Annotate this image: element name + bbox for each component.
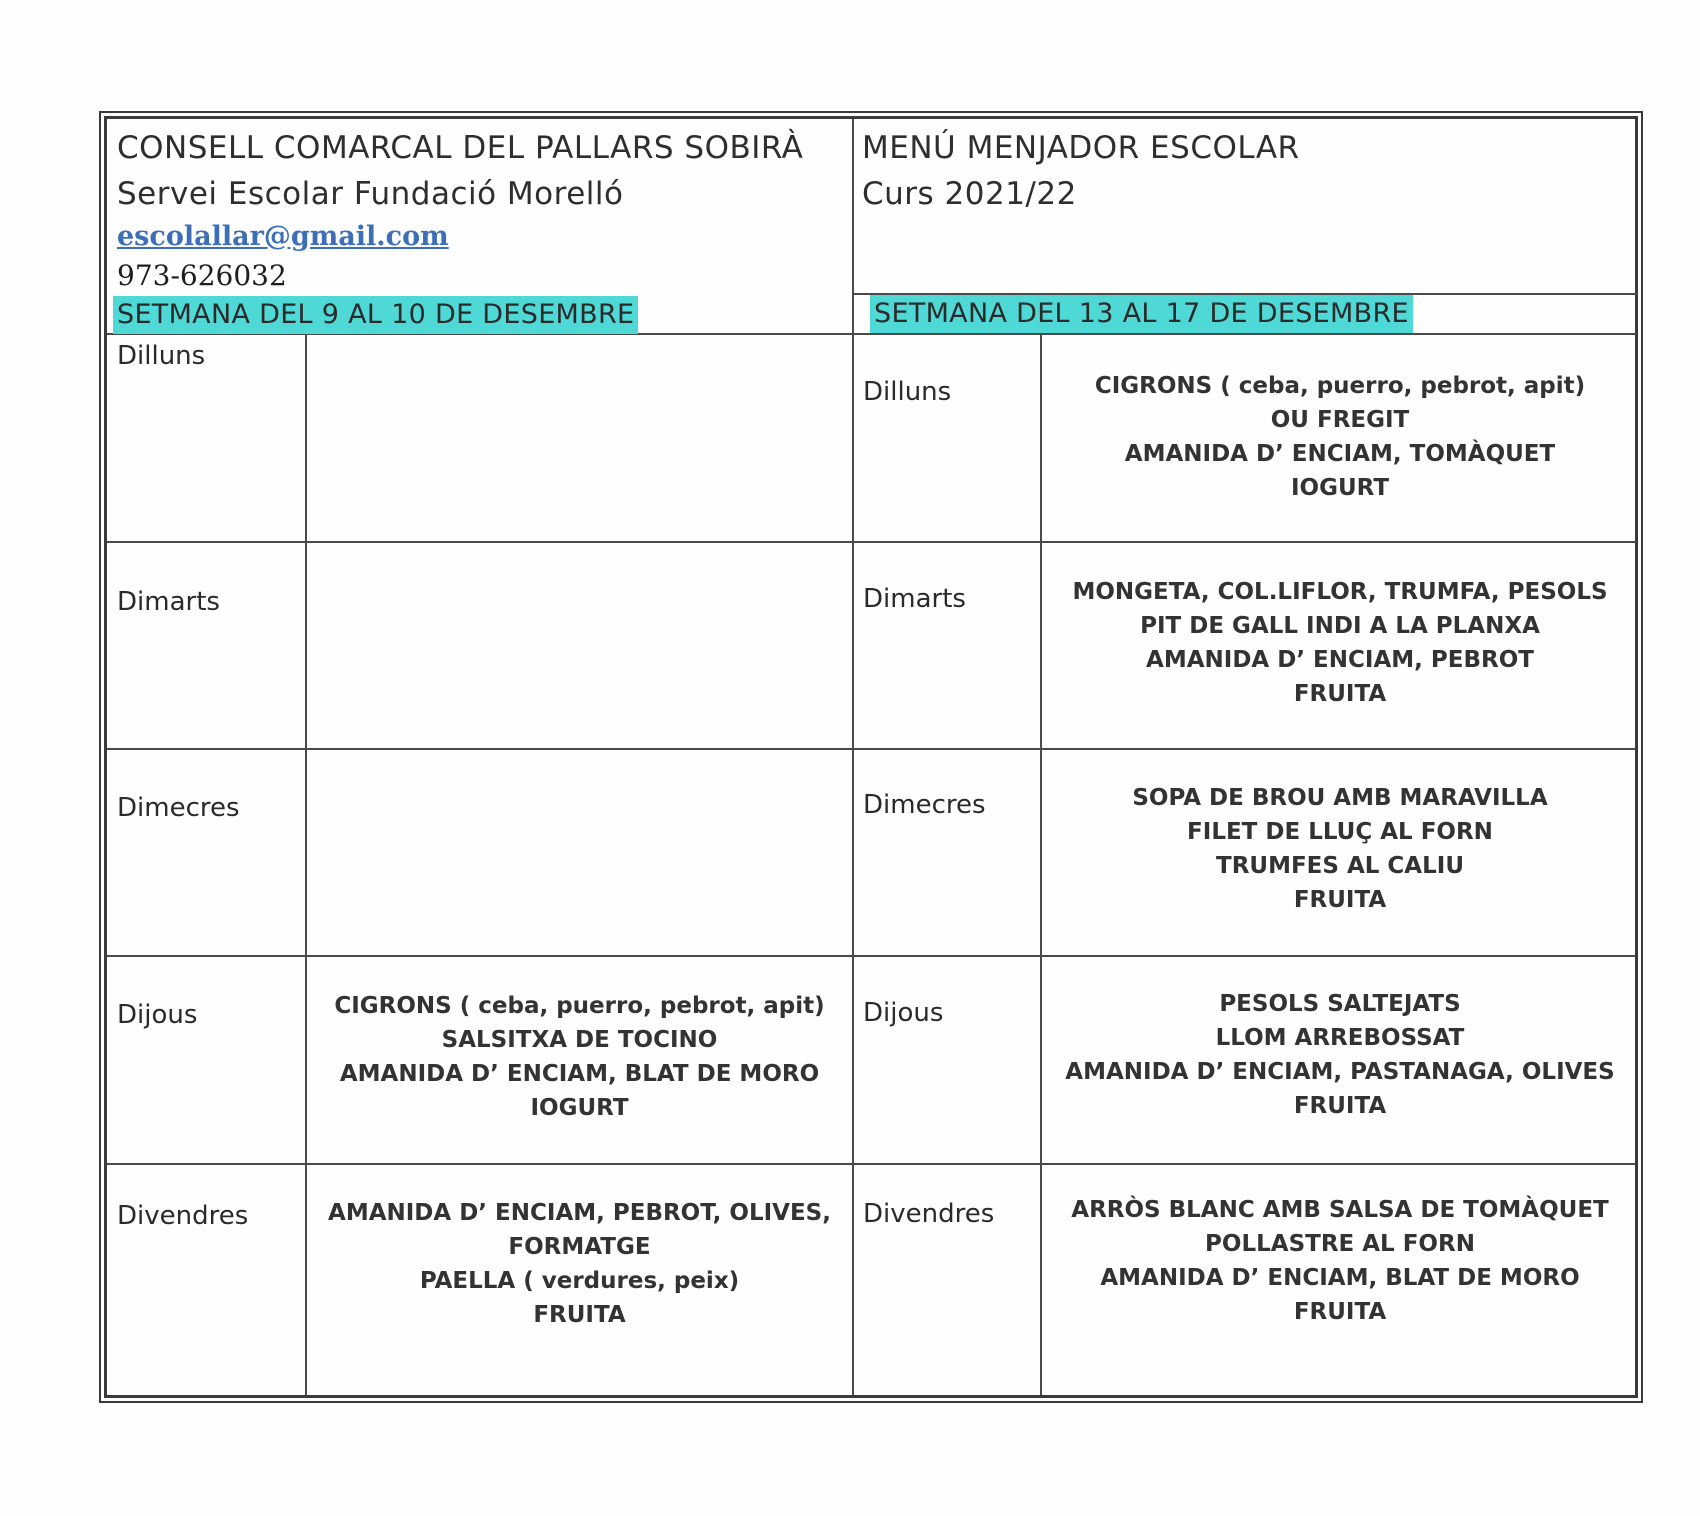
week-2-day-label: Divendres <box>863 1199 995 1229</box>
dish-line: AMANIDA D’ ENCIAM, BLAT DE MORO <box>1100 1265 1580 1291</box>
dish-line: FRUITA <box>1293 681 1387 707</box>
week-2-menu-cell <box>1042 781 1638 917</box>
dish-line: SOPA DE BROU AMB MARAVILLA <box>1132 785 1548 811</box>
week-2-banner: SETMANA DEL 13 AL 17 DE DESEMBRE <box>870 295 1413 333</box>
week-2-day-label: Dimecres <box>863 790 986 820</box>
week-1-banner: SETMANA DEL 9 AL 10 DE DESEMBRE <box>113 296 638 334</box>
dish-line: PAELLA ( verdures, peix) <box>419 1268 740 1294</box>
menu-table <box>104 116 1638 1398</box>
council-name: CONSELL COMARCAL DEL PALLARS SOBIRÀ <box>117 130 804 166</box>
header-right <box>862 125 1632 217</box>
dish-line: AMANIDA D’ ENCIAM, PEBROT, OLIVES, <box>328 1200 831 1226</box>
week-1-day-label: Dimecres <box>117 793 240 823</box>
dish-line: AMANIDA D’ ENCIAM, BLAT DE MORO <box>339 1061 820 1087</box>
dish-line: FILET DE LLUÇ AL FORN <box>1187 819 1493 845</box>
course-year: Curs 2021/22 <box>862 176 1077 212</box>
phone-number: 973-626032 <box>117 259 287 292</box>
dish-line: FRUITA <box>533 1302 626 1328</box>
email-link[interactable]: escolallar@gmail.com <box>117 221 449 252</box>
dish-line: OU FREGIT <box>1270 407 1410 433</box>
dish-line: ARRÒS BLANC AMB SALSA DE TOMÀQUET <box>1071 1197 1609 1223</box>
dish-line: FORMATGE <box>508 1234 651 1260</box>
week-2-day-label: Dilluns <box>863 377 952 407</box>
week-2-menu-cell <box>1042 987 1638 1123</box>
week-2-menu-cell <box>1042 575 1638 711</box>
week-1-day-label: Divendres <box>117 1201 249 1231</box>
dish-line: CIGRONS ( ceba, puerro, pebrot, apit) <box>1094 373 1586 399</box>
row-divider-4 <box>107 1163 1635 1165</box>
row-divider-2 <box>107 748 1635 750</box>
week-2-day-label: Dijous <box>863 998 944 1028</box>
dish-line: PIT DE GALL INDI A LA PLANXA <box>1140 613 1540 639</box>
week-2-day-label: Dimarts <box>863 584 966 614</box>
dish-line: FRUITA <box>1293 1093 1387 1119</box>
week-2-menu-cell <box>1042 1193 1638 1329</box>
row-divider-1 <box>107 541 1635 543</box>
dish-line: AMANIDA D’ ENCIAM, TOMÀQUET <box>1124 441 1556 467</box>
dish-line: SALSITXA DE TOCINO <box>441 1027 718 1053</box>
dish-line: IOGURT <box>1290 475 1390 501</box>
week-1-day-label: Dijous <box>117 1000 198 1030</box>
week-1-day-label: Dilluns <box>117 341 206 371</box>
dish-line: POLLASTRE AL FORN <box>1205 1231 1475 1257</box>
dish-line: AMANIDA D’ ENCIAM, PASTANAGA, OLIVES <box>1065 1059 1615 1085</box>
dish-line: FRUITA <box>1293 1299 1387 1325</box>
dish-line: IOGURT <box>530 1095 629 1121</box>
header-left <box>117 125 847 295</box>
week-1-menu-cell <box>307 1196 852 1332</box>
dish-line: LLOM ARREBOSSAT <box>1215 1025 1465 1051</box>
dish-line: CIGRONS ( ceba, puerro, pebrot, apit) <box>334 993 825 1019</box>
service-name: Servei Escolar Fundació Morelló <box>117 176 624 212</box>
week-1-day-label: Dimarts <box>117 587 220 617</box>
dish-line: PESOLS SALTEJATS <box>1219 991 1461 1017</box>
week-2-menu-cell <box>1042 369 1638 505</box>
dish-line: TRUMFES AL CALIU <box>1216 853 1464 879</box>
dish-line: FRUITA <box>1293 887 1387 913</box>
column-divider-center <box>852 119 854 1395</box>
dish-line: MONGETA, COL.LIFLOR, TRUMFA, PESOLS <box>1072 579 1608 605</box>
menu-title: MENÚ MENJADOR ESCOLAR <box>862 130 1300 166</box>
dish-line: AMANIDA D’ ENCIAM, PEBROT <box>1146 647 1534 673</box>
row-divider-3 <box>107 955 1635 957</box>
week-1-menu-cell <box>307 989 852 1125</box>
